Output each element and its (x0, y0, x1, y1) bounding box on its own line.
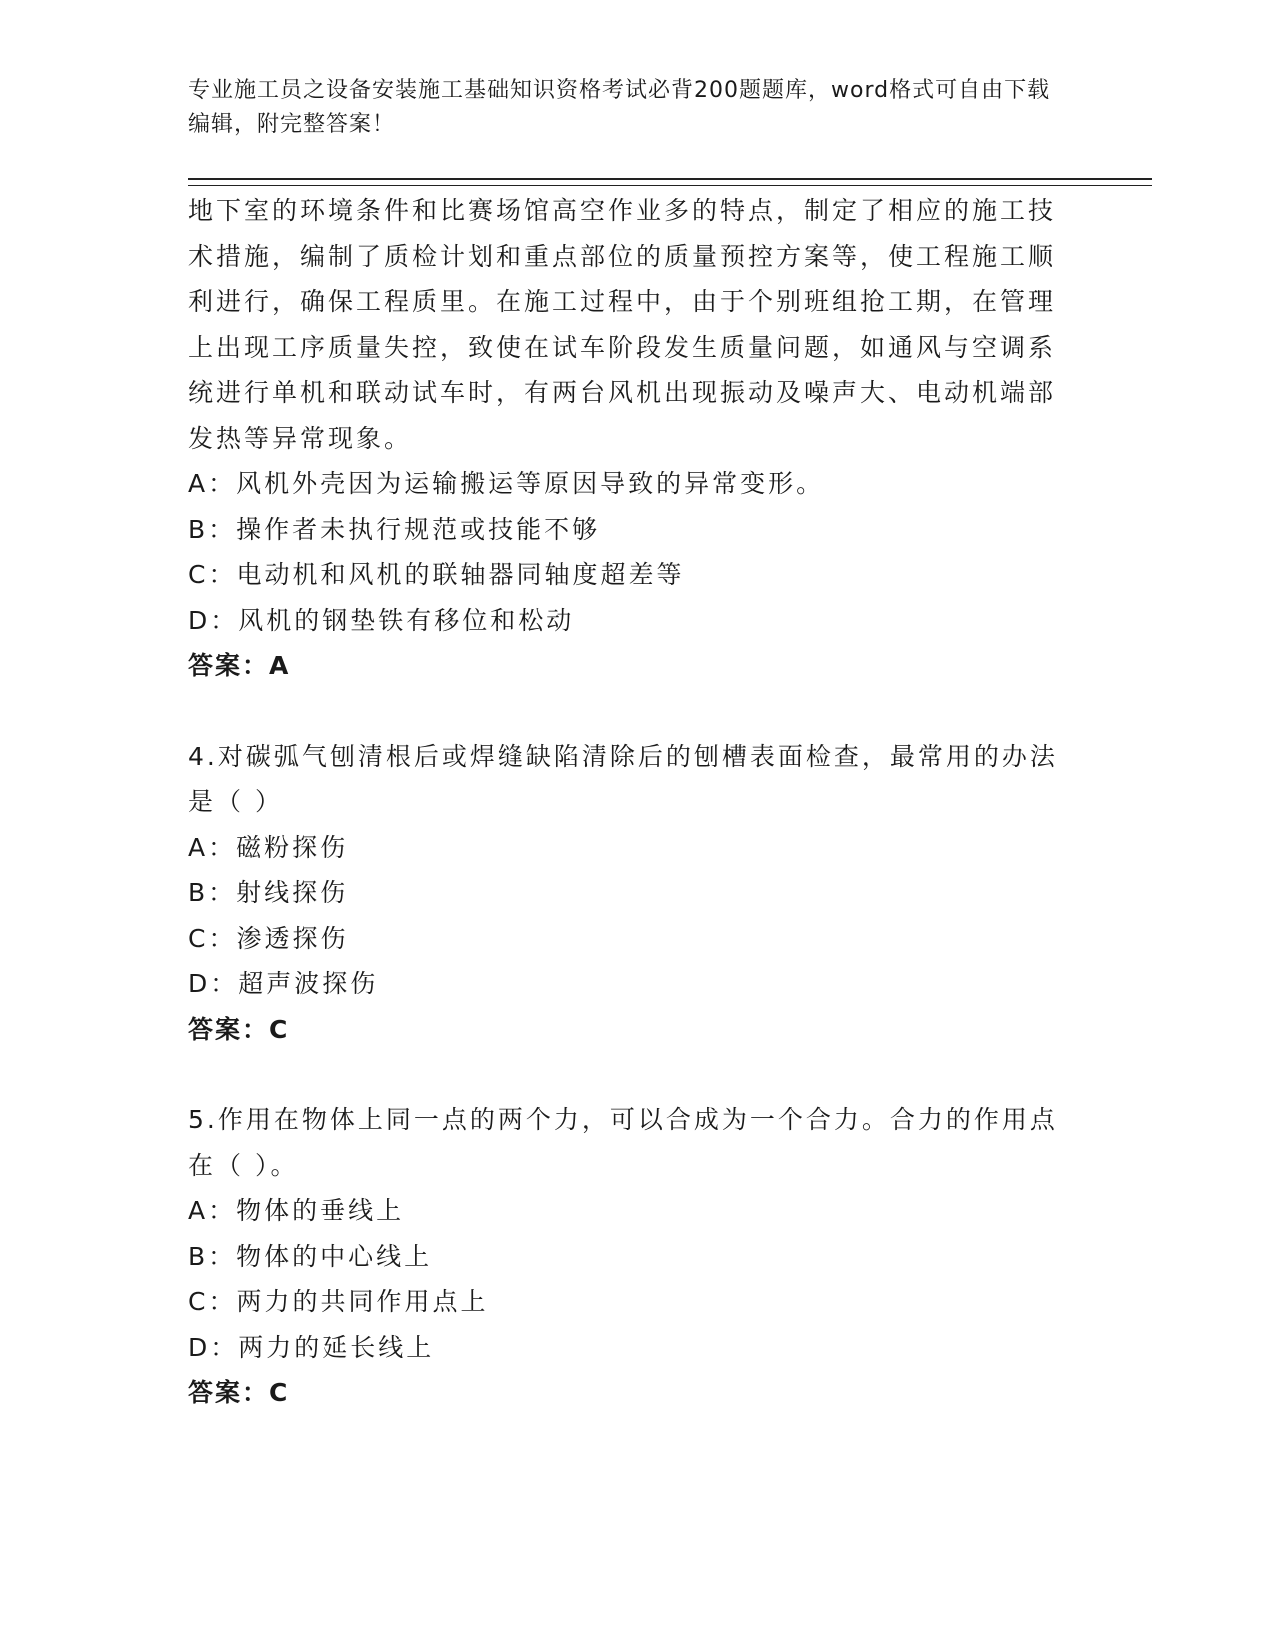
header-divider (188, 178, 1152, 186)
question-block-3 (188, 188, 1068, 689)
option-d: D：风机的钢垫铁有移位和松动 (188, 605, 575, 635)
answer-line: 答案：A (188, 651, 291, 680)
page-header-title: 专业施工员之设备安装施工基础知识资格考试必背200题题库，word格式可自由下载编辑，附完整答案！ (188, 78, 1051, 137)
option-c: C：渗透探伤 (188, 923, 349, 953)
answer-line: 答案：C (188, 1378, 290, 1407)
document-body (188, 188, 1068, 1416)
option-d: D：两力的延长线上 (188, 1332, 435, 1362)
option-b: B：物体的中心线上 (188, 1241, 433, 1271)
option-a: A：风机外壳因为运输搬运等原因导致的异常变形。 (188, 469, 825, 498)
option-c: C：两力的共同作用点上 (188, 1287, 489, 1316)
question-block-5 (188, 1097, 1068, 1416)
answer-line: 答案：C (188, 1014, 290, 1044)
option-a: A：物体的垂线上 (188, 1196, 405, 1225)
option-b: B：操作者未执行规范或技能不够 (188, 514, 601, 544)
question-stem: 4.对碳弧气刨清根后或焊缝缺陷清除后的刨槽表面检查，最常用的办法是（ ） (188, 741, 1058, 816)
option-c: C：电动机和风机的联轴器同轴度超差等 (188, 560, 685, 589)
option-b: B：射线探伤 (188, 878, 349, 907)
question-stem: 5.作用在物体上同一点的两个力，可以合成为一个合力。合力的作用点在（ ）。 (188, 1105, 1058, 1180)
question-stem: 地下室的环境条件和比赛场馆高空作业多的特点，制定了相应的施工技术措施，编制了质检计划和重点部位的质量预控方案等，使工程施工顺利进行，确保工程质里。在施工过程中，由于个别班组抢工期，在管理上出现工序质量失控，致使在试车阶段发生质量问题，如通风与空调系统进行单机和联动试车时，有两台风机出现振动及噪声大、电动机端部发热等异常现象。 (188, 196, 1057, 453)
question-block-4 (188, 734, 1068, 1053)
option-d: D：超声波探伤 (188, 969, 379, 998)
option-a: A：磁粉探伤 (188, 832, 349, 862)
